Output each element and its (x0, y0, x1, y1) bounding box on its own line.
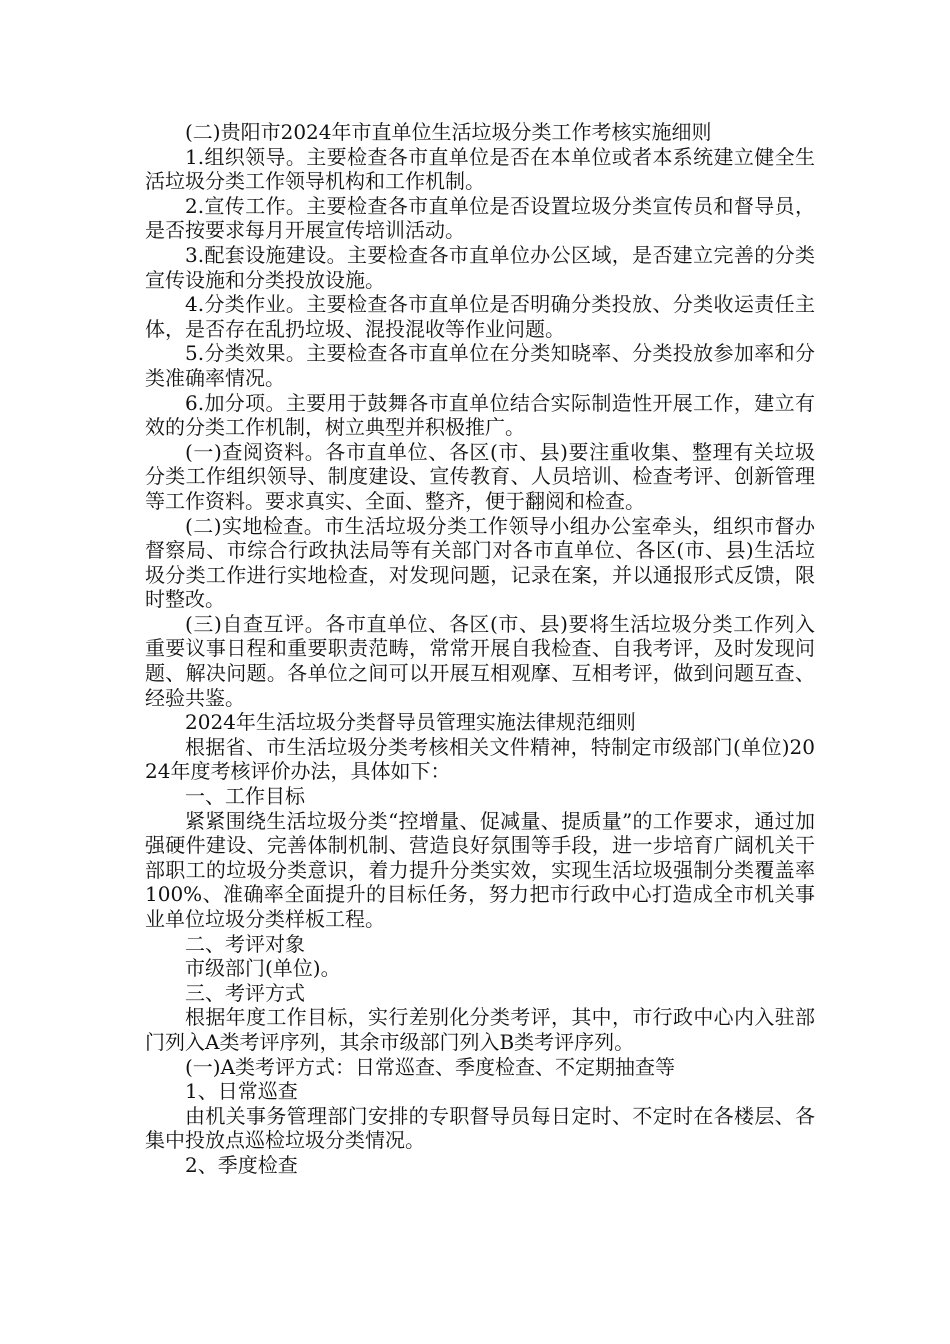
paragraph-facilities: 3.配套设施建设。主要检查各市直单位办公区域，是否建立完善的分类宣传设施和分类投放设施。 (145, 242, 815, 292)
paragraph-self-inspection: (三)自查互评。各市直单位、各区(市、县)要将生活垃圾分类工作列入重要议事日程和重要职责范畴，常常开展自我检查、自我考评，及时发现问题、解决问题。各单位之间可以开展互相观摩、互相考评，做到问题互查、经验共鉴。 (145, 611, 815, 710)
subheading-quarterly-inspection: 2、季度检查 (185, 1152, 298, 1177)
paragraph-daily-patrol: 由机关事务管理部门安排的专职督导员每日定时、不定时在各楼层、各集中投放点巡检垃圾分类情况。 (145, 1103, 815, 1153)
paragraph-sorting-effect: 5.分类效果。主要检查各市直单位在分类知晓率、分类投放参加率和分类准确率情况。 (145, 341, 815, 390)
section-heading-supervisor-rules: 2024年生活垃圾分类督导员管理实施法律规范细则 (185, 710, 636, 735)
subheading-class-a-methods: (一)A类考评方式：日常巡查、季度检查、不定期抽查等 (185, 1054, 676, 1079)
paragraph-review-materials: (一)查阅资料。各市直单位、各区(市、县)要注重收集、整理有关垃圾分类工作组织领导、制度建设、宣传教育、人员培训、检查考评、创新管理等工作资料。要求真实、全面、整齐，便于翻阅和检查。 (145, 439, 815, 513)
paragraph-basis: 根据省、市生活垃圾分类考核相关文件精神，特制定市级部门(单位)2024年度考核评价办法，具体如下： (145, 734, 815, 784)
paragraph-work-goals: 紧紧围绕生活垃圾分类“控增量、促减量、提质量”的工作要求，通过加强硬件建设、完善体制机制、营造良好氛围等手段，进一步培育广阔机关干部职工的垃圾分类意识，着力提升分类实效，实现生活垃圾强制分类覆盖率100%、准确率全面提升的目标任务，努力把市行政中心打造成全市机关事业单位垃圾分类样板工程。 (145, 808, 815, 931)
paragraph-evaluation-targets: 市级部门(单位)。 (185, 956, 341, 981)
heading-evaluation-methods: 三、考评方式 (185, 980, 305, 1005)
paragraph-bonus-items: 6.加分项。主要用于鼓舞各市直单位结合实际制造性开展工作，建立有效的分类工作机制，树立典型并积极推广。 (145, 390, 815, 440)
paragraph-site-inspection: (二)实地检查。市生活垃圾分类工作领导小组办公室牵头，组织市督办督察局、市综合行政执法局等有关部门对各市直单位、各区(市、县)生活垃圾分类工作进行实地检查，对发现问题，记录在案，并以通报形式反馈，限时整改。 (145, 513, 815, 612)
paragraph-publicity-work: 2.宣传工作。主要检查各市直单位是否设置垃圾分类宣传员和督导员，是否按要求每月开展宣传培训活动。 (145, 193, 815, 243)
document-body (145, 120, 815, 1178)
paragraph-sorting-operations: 4.分类作业。主要检查各市直单位是否明确分类投放、分类收运责任主体，是否存在乱扔垃圾、混投混收等作业问题。 (145, 292, 815, 341)
heading-evaluation-targets: 二、考评对象 (185, 931, 305, 956)
section-heading-inspection-rules: (二)贵阳市2024年市直单位生活垃圾分类工作考核实施细则 (185, 120, 712, 144)
heading-work-goals: 一、工作目标 (185, 784, 305, 809)
paragraph-organization-leadership: 1.组织领导。主要检查各市直单位是否在本单位或者本系统建立健全生活垃圾分类工作领导机构和工作机制。 (145, 144, 815, 194)
paragraph-evaluation-methods: 根据年度工作目标，实行差别化分类考评，其中，市行政中心内入驻部门列入A类考评序列，其余市级部门列入B类考评序列。 (145, 1005, 815, 1054)
subheading-daily-patrol: 1、日常巡查 (185, 1079, 298, 1104)
